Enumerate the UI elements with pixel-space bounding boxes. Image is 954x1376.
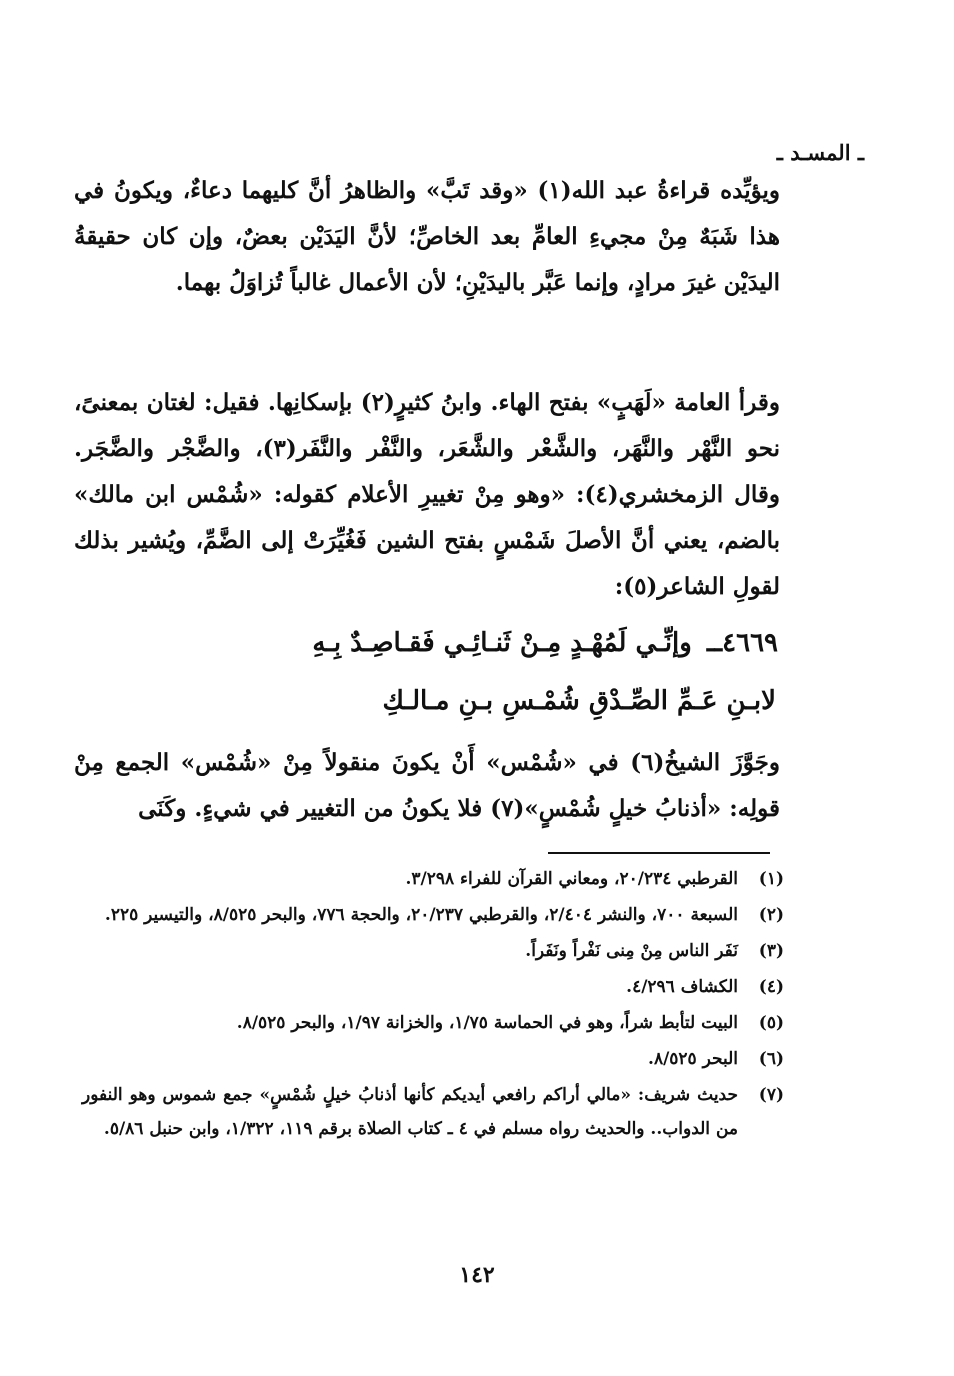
paragraph-3: وجَوَّزَ الشيخُ(٦) في «شُمْس» أَنْ يكونَ منقولاً مِنْ «شُمْس» الجمع مِنْ قولِه: «أذنابُ خيلٍ شُمْسٍ»(٧) فلا يكونُ من التغيير في شيءٍ. وكَنَى: [74, 749, 781, 822]
footnote: [82, 898, 784, 932]
footnote-text: القرطبي ٢٠/٢٣٤، ومعاني القرآن للفراء ٣/٢٩٨.: [405, 869, 738, 889]
footnote-number: (٢): [758, 905, 784, 925]
chapter-header: ـ المسـد ـ: [776, 140, 864, 165]
footnote-number: (٧): [758, 1085, 784, 1105]
footnote-separator: [548, 852, 770, 854]
footnote-number: (٣): [758, 941, 784, 961]
verse-line-1: [312, 628, 778, 658]
footnote: [82, 862, 784, 896]
verse-hemistich-1: وإنِّـي لَمُهْـدٍ مِـنْ ثَنـائِـي فَقـاصِـدٌ بِـهِ: [312, 628, 692, 658]
footnote-text: نَفَر الناس مِنْ مِنى نَفْراً ونَفَراً.: [525, 941, 738, 961]
footnote-text: البحر ٨/٥٢٥.: [648, 1049, 738, 1069]
footnote: [82, 1006, 784, 1040]
footnotes: [82, 862, 784, 1148]
verse-line-2: لابـنِ عَـمِّ الصِّـدْقِ شُمْـسِ بـنِ مـالـكِ: [382, 686, 776, 716]
footnote: [82, 970, 784, 1004]
paragraph-2: وقرأ العامة «لَهَبٍ» بفتح الهاء. وابنُ كثيرٍ(٢) بإسكانِها. فقيل: لغتان بمعنىً، نحو النَّهْر والنَّهَر، والشَّعْر والشَّعَر، والنَّفْر والنَّفَر(٣)، والضَّجْر والضَّجَر. وقال الزمخشري(٤): «وهو مِنْ تغييرِ الأعلام كقوله: «شُمْس ابن مالك» بالضم، يعني أنَّ الأصلَ شَمْسٍ بفتح الشين فَغُيِّرَتْ إلى الضَّمِّ، ويُشير بذلك لقولِ الشاعر(٥):: [74, 389, 780, 600]
footnote-text: السبعة ٧٠٠، والنشر ٢/٤٠٤، والقرطبي ٢٠/٢٣٧، والحجة ٧٧٦، والبحر ٨/٥٢٥، والتيسير ٢٢٥.: [104, 905, 738, 925]
footnote-text: الكشاف ٤/٢٩٦.: [626, 977, 738, 997]
footnote-text: حديث شريف: «مالي أراكم رافعي أيديكم كأنها أذنابُ خيلٍ شُمْسٍ» جمع شموس وهو النفور من الدواب.. والحديث رواه مسلم في ٤ ـ كتاب الصلاة برقم ١١٩، ١/٣٢٢، وابن حنبل ٥/٨٦.: [82, 1085, 738, 1139]
footnote-text: البيت لتأبط شراً، وهو في الحماسة ١/٧٥، والخزانة ١/٩٧، والبحر ٨/٥٢٥.: [236, 1013, 738, 1033]
footnote-number: (٦): [758, 1049, 784, 1069]
footnote-number: (١): [758, 869, 784, 889]
footnote-number: (٤): [758, 977, 784, 997]
footnote: [82, 1078, 784, 1146]
page-number: ١٤٢: [459, 1262, 495, 1288]
footnote: [82, 1042, 784, 1076]
verse-number: ٤٦٦٩ــ: [706, 628, 778, 658]
footnote: [82, 934, 784, 968]
paragraph-1: ويؤيِّده قراءةُ عبد الله(١) «وقد تَبَّ» والظاهرُ أنَّ كليهما دعاءٌ، ويكونُ في هذا شَبَهٌ مِنْ مجيءِ العامِّ بعد الخاصِّ؛ لأنَّ اليَدَيْن بعضٌ، وإن كان حقيقةُ اليدَيْن غيرَ مرادٍ، وإنما عَبَّر باليدَيْنِ؛ لأن الأعمال غالباً تُزاوَلُ بهما.: [74, 177, 780, 296]
footnote-number: (٥): [758, 1013, 784, 1033]
